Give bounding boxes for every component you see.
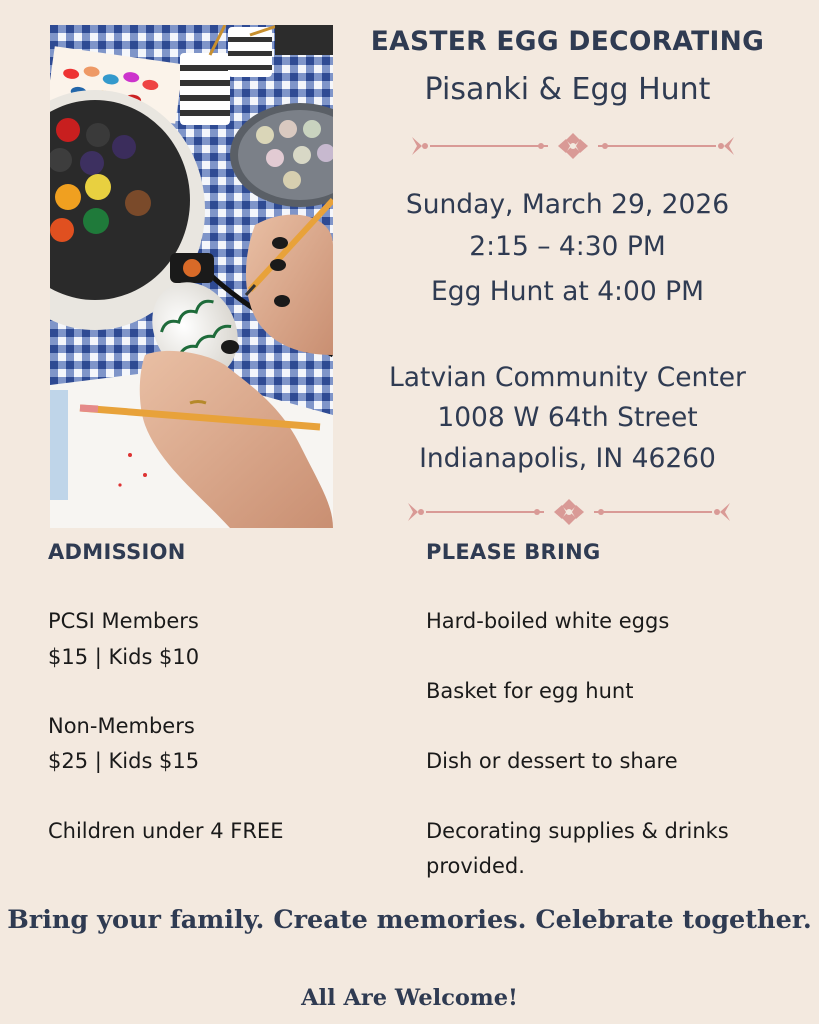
admission-members-label: PCSI Members (48, 609, 199, 633)
event-date: Sunday, March 29, 2026 (405, 189, 730, 220)
bring-item-dish: Dish or dessert to share (426, 749, 678, 773)
venue-name: Latvian Community Center (389, 362, 746, 393)
bring-note-provided: provided. (426, 854, 525, 878)
event-title: EASTER EGG DECORATING (370, 26, 765, 57)
admission-heading: ADMISSION (48, 540, 186, 564)
bring-note-supplies: Decorating supplies & drinks (426, 819, 729, 843)
event-subtitle: Pisanki & Egg Hunt (424, 72, 711, 107)
egg-hunt-time: Egg Hunt at 4:00 PM (431, 276, 704, 307)
bring-item-basket: Basket for egg hunt (426, 679, 634, 703)
venue-street: 1008 W 64th Street (437, 402, 698, 433)
ornament-divider-bottom (404, 497, 734, 527)
egg-decorating-photo (50, 25, 333, 528)
admission-nonmembers-price: $25 | Kids $15 (48, 749, 200, 773)
venue-city: Indianapolis, IN 46260 (419, 443, 716, 474)
event-time: 2:15 – 4:30 PM (469, 231, 666, 262)
tagline: Bring your family. Create memories. Celebrate together. (7, 905, 812, 935)
admission-nonmembers-label: Non-Members (48, 714, 195, 738)
bring-item-eggs: Hard-boiled white eggs (426, 609, 670, 633)
admission-members-price: $15 | Kids $10 (48, 645, 200, 669)
welcome-message: All Are Welcome! (301, 985, 518, 1011)
ornament-divider-top (408, 131, 738, 161)
bring-heading: PLEASE BRING (426, 540, 601, 564)
admission-children-free: Children under 4 FREE (48, 819, 284, 843)
